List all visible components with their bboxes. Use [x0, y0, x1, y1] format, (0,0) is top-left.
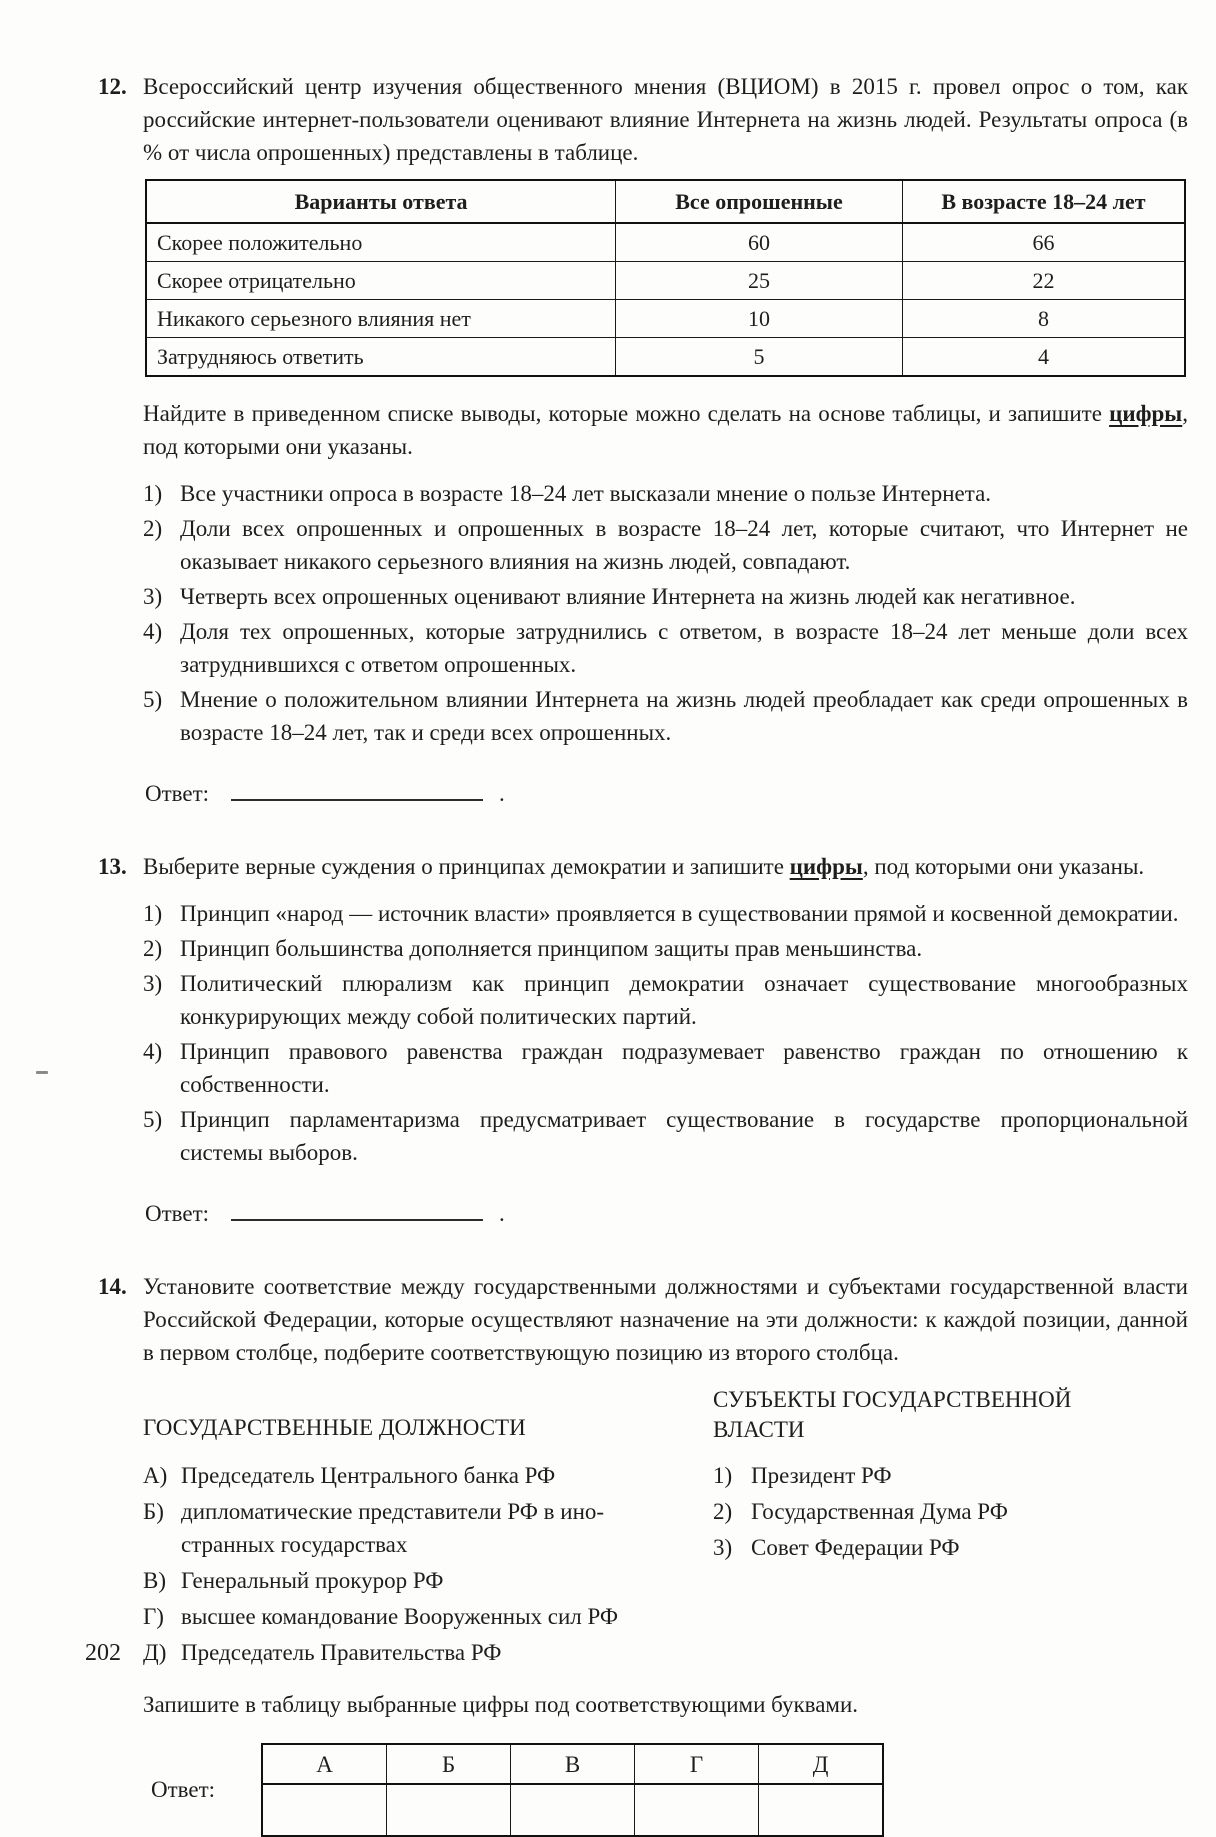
- question-13-options: [143, 897, 1188, 1169]
- question-12-body: [143, 70, 1188, 810]
- task-text-before: Найдите в приведенном списке выводы, которые можно сделать на основе таблицы, и запишите: [143, 401, 1110, 426]
- item-text: высшее командование Вооруженных сил РФ: [181, 1604, 619, 1629]
- intro-underlined-word: цифры: [789, 854, 863, 879]
- question-14-number: 14.: [98, 1274, 127, 1299]
- grid-header-b: Б: [387, 1744, 511, 1784]
- row-label: Скорее положительно: [146, 223, 616, 262]
- answer-period: .: [499, 781, 505, 806]
- option-marker: 1): [143, 901, 163, 926]
- list-item: [143, 512, 1188, 578]
- list-item: [713, 1495, 1133, 1528]
- question-13-intro: [143, 850, 1188, 883]
- survey-table: [145, 179, 1186, 377]
- answer-grid-table: [261, 1743, 884, 1837]
- grid-header-g: Г: [635, 1744, 759, 1784]
- row-all-value: 5: [616, 338, 903, 377]
- list-item: [143, 615, 1188, 681]
- answer-label: Ответ:: [145, 781, 210, 806]
- list-item: [143, 932, 1188, 965]
- question-14: [0, 1270, 1216, 1837]
- list-item: [143, 1459, 688, 1492]
- grid-header-a: А: [262, 1744, 387, 1784]
- row-young-value: 66: [902, 223, 1185, 262]
- page-number: 202: [85, 1640, 121, 1666]
- option-text: Принцип «народ — источник власти» проявляется в существовании прямой и косвенной демократии.: [180, 901, 1179, 926]
- scan-artifact-dash: [36, 1071, 48, 1074]
- question-13: [0, 850, 1216, 1230]
- row-all-value: 60: [616, 223, 903, 262]
- item-marker: 2): [713, 1499, 733, 1524]
- row-all-value: 10: [616, 300, 903, 338]
- intro-text-after: , под которыми они указаны.: [862, 854, 1145, 879]
- option-marker: 5): [143, 687, 163, 712]
- positions-column-header: ГОСУДАРСТВЕННЫЕ ДОЛЖНОСТИ: [143, 1415, 526, 1440]
- item-marker: 1): [713, 1463, 733, 1488]
- item-text: дипломатические представители РФ в иностранных государствах: [181, 1499, 605, 1557]
- subjects-column-header: СУБЪЕКТЫ ГОСУДАРСТВЕННОЙ ВЛАСТИ: [713, 1387, 1072, 1442]
- item-text: Председатель Центрального банка РФ: [181, 1463, 556, 1488]
- list-item: [143, 477, 1188, 510]
- list-item: [713, 1531, 1133, 1564]
- question-12-task: [143, 397, 1188, 463]
- list-item: [143, 967, 1188, 1033]
- table-row: [146, 262, 1185, 300]
- item-text: Генеральный прокурор РФ: [181, 1568, 444, 1593]
- item-text: Государственная Дума РФ: [751, 1499, 1008, 1524]
- subjects-column: [713, 1385, 1133, 1672]
- question-13-answer: [143, 1197, 1188, 1230]
- option-marker: 4): [143, 619, 163, 644]
- answer-blank-line: [231, 1197, 483, 1221]
- list-item: [713, 1459, 1133, 1492]
- question-14-answer: [143, 1743, 1188, 1837]
- answer-label: Ответ:: [151, 1777, 216, 1802]
- task-underlined-word: цифры: [1109, 401, 1183, 426]
- option-text: Политический плюрализм как принцип демократии означает существование многообразных конкурирующих между собой политических партий.: [180, 971, 1188, 1029]
- survey-header-variant: Варианты ответа: [146, 180, 616, 223]
- answer-blank-line: [231, 777, 483, 801]
- option-text: Все участники опроса в возрасте 18–24 лет высказали мнение о пользе Интернета.: [180, 481, 992, 506]
- answer-cell-g: [635, 1784, 759, 1836]
- intro-text-before: Выберите верные суждения о принципах демократии и запишите: [143, 854, 790, 879]
- option-marker: 3): [143, 584, 163, 609]
- option-text: Принцип правового равенства граждан подразумевает равенство граждан по отношению к собственности.: [180, 1039, 1188, 1097]
- table-row: [146, 300, 1185, 338]
- question-12-answer: [143, 777, 1188, 810]
- option-text: Принцип парламентаризма предусматривает существование в государстве пропорциональной системы выборов.: [180, 1107, 1188, 1165]
- option-marker: 1): [143, 481, 163, 506]
- row-label: Никакого серьезного влияния нет: [146, 300, 616, 338]
- answer-cell-d: [759, 1784, 884, 1836]
- question-12-number: 12.: [98, 74, 127, 99]
- answer-period: .: [499, 1201, 505, 1226]
- question-13-body: [143, 850, 1188, 1230]
- survey-header-all: Все опрошенные: [616, 180, 903, 223]
- item-marker: Д): [143, 1640, 167, 1665]
- question-14-body: [143, 1270, 1188, 1837]
- option-text: Доли всех опрошенных и опрошенных в возрасте 18–24 лет, которые считают, что Интернет не оказывает никакого серьезного влияния на жизнь людей, совпадают.: [180, 516, 1188, 574]
- question-12-intro: Всероссийский центр изучения общественного мнения (ВЦИОМ) в 2015 г. провел опрос о том, как российские интернет-пользователи оценивают влияние Интернета на жизнь людей. Результаты опроса (в % от числа опрошенных) представлены в таблице.: [143, 74, 1188, 165]
- item-text: Президент РФ: [751, 1463, 892, 1488]
- grid-header-v: В: [511, 1744, 635, 1784]
- item-text: Совет Федерации РФ: [751, 1535, 960, 1560]
- option-text: Мнение о положительном влиянии Интернета на жизнь людей преобладает как среди опрошенных в возрасте 18–24 лет, так и среди всех опрошенных.: [180, 687, 1188, 745]
- question-13-number: 13.: [98, 854, 127, 879]
- list-item: [143, 1600, 688, 1633]
- question-14-task: Запишите в таблицу выбранные цифры под соответствующими буквами.: [143, 1692, 859, 1717]
- survey-header-row: [146, 180, 1185, 223]
- answer-cell-v: [511, 1784, 635, 1836]
- table-row: [146, 223, 1185, 262]
- list-item: [143, 1103, 1188, 1169]
- row-young-value: 4: [902, 338, 1185, 377]
- item-marker: В): [143, 1568, 166, 1593]
- list-item: [143, 1564, 688, 1597]
- positions-column: [143, 1385, 688, 1672]
- answer-cell-b: [387, 1784, 511, 1836]
- row-young-value: 22: [902, 262, 1185, 300]
- row-label: Скорее отрицательно: [146, 262, 616, 300]
- question-14-intro: Установите соответствие между государственными должностями и субъектами государственной власти Российской Федерации, которые осуществляют назначение на эти должности: к каждой позиции, данной в первом столбце, подберите соответствующую позицию из второго столбца.: [143, 1274, 1188, 1365]
- item-marker: А): [143, 1463, 168, 1488]
- answer-cell-a: [262, 1784, 387, 1836]
- option-marker: 3): [143, 971, 163, 996]
- answer-label: Ответ:: [145, 1201, 210, 1226]
- matching-columns: [143, 1385, 1188, 1672]
- item-marker: Б): [143, 1499, 164, 1524]
- grid-header-d: Д: [759, 1744, 884, 1784]
- row-young-value: 8: [902, 300, 1185, 338]
- item-marker: Г): [143, 1604, 164, 1629]
- option-text: Принцип большинства дополняется принципом защиты прав меньшинства.: [180, 936, 923, 961]
- list-item: [143, 1636, 688, 1669]
- option-text: Четверть всех опрошенных оценивают влияние Интернета на жизнь людей как негативное.: [180, 584, 1076, 609]
- row-label: Затрудняюсь ответить: [146, 338, 616, 377]
- answer-grid-empty-row: [262, 1784, 883, 1836]
- answer-grid-header-row: [262, 1744, 883, 1784]
- question-12-options: [143, 477, 1188, 749]
- option-text: Доля тех опрошенных, которые затруднились с ответом, в возрасте 18–24 лет меньше доли всех затруднившихся с ответом опрошенных.: [180, 619, 1188, 677]
- list-item: [143, 683, 1188, 749]
- question-12: [0, 70, 1216, 810]
- option-marker: 4): [143, 1039, 163, 1064]
- survey-header-age: В возрасте 18–24 лет: [902, 180, 1185, 223]
- item-marker: 3): [713, 1535, 733, 1560]
- list-item: [143, 1495, 688, 1561]
- item-text: Председатель Правительства РФ: [181, 1640, 502, 1665]
- option-marker: 2): [143, 936, 163, 961]
- option-marker: 5): [143, 1107, 163, 1132]
- list-item: [143, 1035, 1188, 1101]
- row-all-value: 25: [616, 262, 903, 300]
- option-marker: 2): [143, 516, 163, 541]
- list-item: [143, 580, 1188, 613]
- task-text-after: , под которыми они указаны.: [143, 401, 1188, 459]
- table-row: [146, 338, 1185, 377]
- list-item: [143, 897, 1188, 930]
